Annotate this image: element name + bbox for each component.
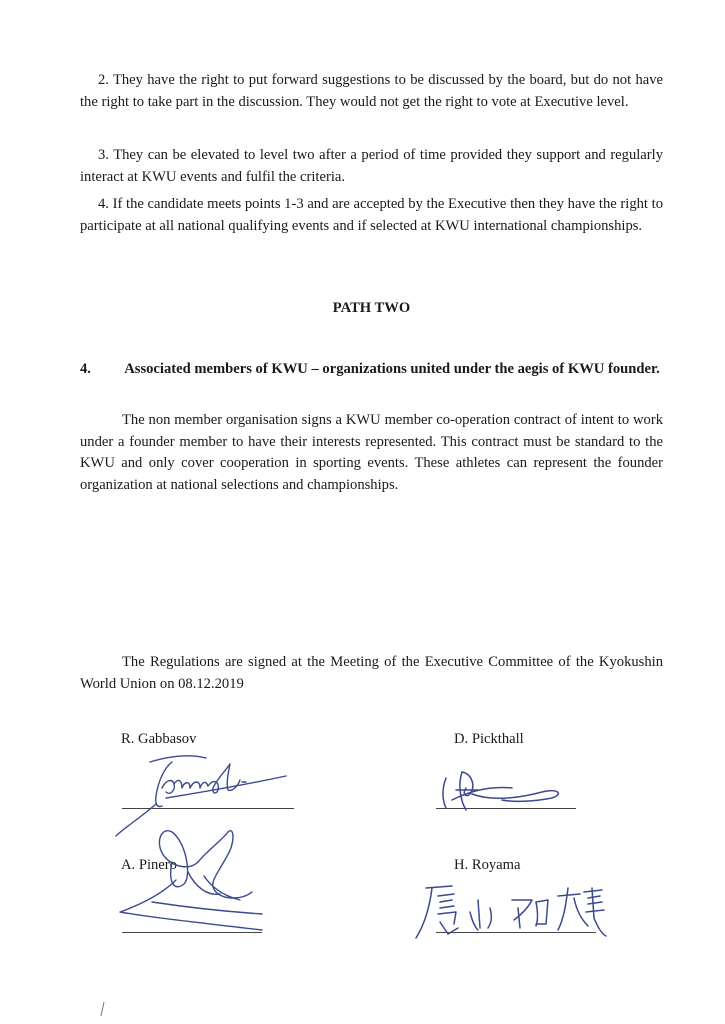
paragraph-item-4: 4. If the candidate meets points 1-3 and are accepted by the Executive then they have the right to participate at all national qualifying events and if selected at KWU international championships.	[80, 196, 663, 234]
signatory-name-pinero: A. Pinero	[121, 857, 177, 873]
paragraph-item-2: 2. They have the right to put forward suggestions to be discussed by the board, but do not have the right to take part in the discussion. They would not get the right to vote at Executive level.	[80, 72, 663, 110]
signatory-name-royama: H. Royama	[454, 857, 521, 873]
signing-statement: The Regulations are signed at the Meeting of the Executive Committee of the Kyokushin World Union on 08.12.2019	[80, 654, 663, 692]
clause-title: Associated members of KWU – organizations united under the aegis of KWU founder.	[124, 361, 660, 377]
signature-line-pinero	[122, 932, 262, 933]
section-heading: PATH TWO	[332, 300, 411, 316]
signatory-name-gabbasov: R. Gabbasov	[121, 731, 197, 747]
signature-pinero	[112, 822, 292, 932]
signature-royama	[408, 878, 608, 948]
clause-body: The non member organisation signs a KWU member co-operation contract of intent to work under a founder member to have their interests represented. This contract must be standard to the KWU and only cover cooperation in sporting events. These athletes can represent the founder organization at national selections and championships.	[80, 412, 663, 493]
signature-pickthall	[432, 760, 572, 820]
signatory-name-pickthall: D. Pickthall	[454, 731, 524, 747]
scan-mark	[98, 1000, 108, 1020]
clause-number: 4.	[80, 361, 91, 377]
paragraph-item-3: 3. They can be elevated to level two after a period of time provided they support and regularly interact at KWU events and fulfil the criteria.	[80, 147, 663, 185]
clause-heading	[80, 359, 680, 381]
